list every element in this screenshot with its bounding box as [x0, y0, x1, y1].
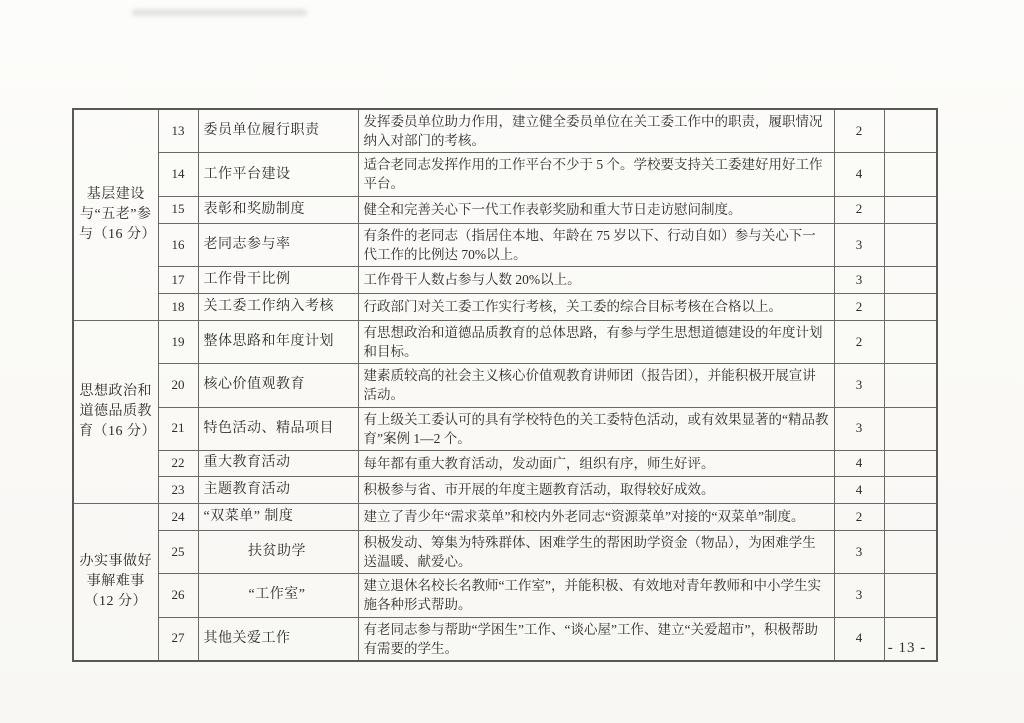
- table-row: [73, 476, 937, 503]
- score-blank-cell: [884, 320, 937, 363]
- score-value: 3: [834, 407, 884, 450]
- scan-artifact: [132, 9, 307, 16]
- item-label: 关工委工作纳入考核: [198, 293, 358, 320]
- criteria-text: 建立退休名校长名教师“工作室”，并能积极、有效地对青年教师和中小学生实施各种形式帮助。: [358, 574, 834, 617]
- item-label: 扶贫助学: [198, 530, 358, 573]
- score-value: 3: [834, 266, 884, 293]
- row-number: 25: [158, 530, 198, 573]
- criteria-text: 积极发动、筹集为特殊群体、困难学生的帮困助学资金（物品），为困难学生送温暖、献爱心。: [358, 530, 834, 573]
- item-label: 委员单位履行职责: [198, 109, 358, 153]
- criteria-text: 建素质较高的社会主义核心价值观教育讲师团（报告团），并能积极开展宣讲活动。: [358, 364, 834, 407]
- item-label: 表彰和奖励制度: [198, 196, 358, 223]
- item-label: 老同志参与率: [198, 223, 358, 266]
- item-label: 核心价值观教育: [198, 364, 358, 407]
- score-value: 2: [834, 503, 884, 530]
- score-blank-cell: [884, 407, 937, 450]
- criteria-text: 工作骨干人数占参与人数 20%以上。: [358, 266, 834, 293]
- score-blank-cell: [884, 153, 937, 196]
- criteria-text: 健全和完善关心下一代工作表彰奖励和重大节日走访慰问制度。: [358, 196, 834, 223]
- criteria-text: 适合老同志发挥作用的工作平台不少于 5 个。学校要支持关工委建好用好工作平台。: [358, 153, 834, 196]
- table-body: [73, 109, 937, 661]
- score-blank-cell: [884, 364, 937, 407]
- row-number: 15: [158, 196, 198, 223]
- row-number: 22: [158, 450, 198, 476]
- score-value: 4: [834, 450, 884, 476]
- score-value: 3: [834, 530, 884, 573]
- score-blank-cell: [884, 476, 937, 503]
- criteria-text: 有上级关工委认可的具有学校特色的关工委特色活动，或有效果显著的“精品教育”案例 1—2 个。: [358, 407, 834, 450]
- table-row: [73, 617, 937, 661]
- item-label: 特色活动、精品项目: [198, 407, 358, 450]
- row-number: 14: [158, 153, 198, 196]
- row-number: 23: [158, 476, 198, 503]
- item-label: “工作室”: [198, 574, 358, 617]
- item-label: 其他关爱工作: [198, 617, 358, 661]
- table-row: [73, 574, 937, 617]
- row-number: 27: [158, 617, 198, 661]
- score-value: 4: [834, 617, 884, 661]
- section-label: 办实事做好事解难事（12 分）: [73, 503, 158, 660]
- criteria-text: 有思想政治和道德品质教育的总体思路，有参与学生思想道德建设的年度计划和目标。: [358, 320, 834, 363]
- table-row: [73, 293, 937, 320]
- score-value: 4: [834, 153, 884, 196]
- score-value: 2: [834, 320, 884, 363]
- score-value: 2: [834, 109, 884, 153]
- criteria-text: 有老同志参与帮助“学困生”工作、“谈心屋”工作、建立“关爱超市”，积极帮助有需要的学生。: [358, 617, 834, 661]
- section-label: 思想政治和道德品质教育（16 分）: [73, 320, 158, 503]
- item-label: 工作骨干比例: [198, 266, 358, 293]
- score-blank-cell: [884, 574, 937, 617]
- table-row: [73, 223, 937, 266]
- criteria-text: 有条件的老同志（指居住本地、年龄在 75 岁以下、行动自如）参与关心下一代工作的比例达 70%以上。: [358, 223, 834, 266]
- score-value: 3: [834, 223, 884, 266]
- row-number: 16: [158, 223, 198, 266]
- table-row: [73, 320, 937, 363]
- item-label: “双菜单” 制度: [198, 503, 358, 530]
- criteria-text: 行政部门对关工委工作实行考核，关工委的综合目标考核在合格以上。: [358, 293, 834, 320]
- row-number: 17: [158, 266, 198, 293]
- item-label: 工作平台建设: [198, 153, 358, 196]
- score-value: 4: [834, 476, 884, 503]
- score-blank-cell: [884, 450, 937, 476]
- table-row: [73, 530, 937, 573]
- score-blank-cell: [884, 293, 937, 320]
- score-blank-cell: [884, 530, 937, 573]
- score-value: 2: [834, 293, 884, 320]
- evaluation-rubric-table: [72, 108, 938, 662]
- score-value: 2: [834, 196, 884, 223]
- item-label: 重大教育活动: [198, 450, 358, 476]
- table-row: [73, 196, 937, 223]
- criteria-text: 发挥委员单位助力作用，建立健全委员单位在关工委工作中的职责，履职情况纳入对部门的考核。: [358, 109, 834, 153]
- table-row: [73, 153, 937, 196]
- score-value: 3: [834, 574, 884, 617]
- page-number: - 13 -: [887, 640, 927, 656]
- table-row: [73, 450, 937, 476]
- criteria-text: 建立了青少年“需求菜单”和校内外老同志“资源菜单”对接的“双菜单”制度。: [358, 503, 834, 530]
- row-number: 13: [158, 109, 198, 153]
- table-row: [73, 407, 937, 450]
- table-row: [73, 503, 937, 530]
- item-label: 主题教育活动: [198, 476, 358, 503]
- score-blank-cell: [884, 266, 937, 293]
- section-label: 基层建设与“五老”参与（16 分）: [73, 109, 158, 320]
- table-row: [73, 266, 937, 293]
- row-number: 24: [158, 503, 198, 530]
- row-number: 19: [158, 320, 198, 363]
- row-number: 21: [158, 407, 198, 450]
- criteria-text: 积极参与省、市开展的年度主题教育活动，取得较好成效。: [358, 476, 834, 503]
- score-blank-cell: [884, 196, 937, 223]
- criteria-text: 每年都有重大教育活动，发动面广，组织有序，师生好评。: [358, 450, 834, 476]
- score-blank-cell: [884, 109, 937, 153]
- table-row: [73, 364, 937, 407]
- score-blank-cell: [884, 223, 937, 266]
- row-number: 18: [158, 293, 198, 320]
- row-number: 26: [158, 574, 198, 617]
- table-row: [73, 109, 937, 153]
- score-value: 3: [834, 364, 884, 407]
- row-number: 20: [158, 364, 198, 407]
- score-blank-cell: [884, 503, 937, 530]
- item-label: 整体思路和年度计划: [198, 320, 358, 363]
